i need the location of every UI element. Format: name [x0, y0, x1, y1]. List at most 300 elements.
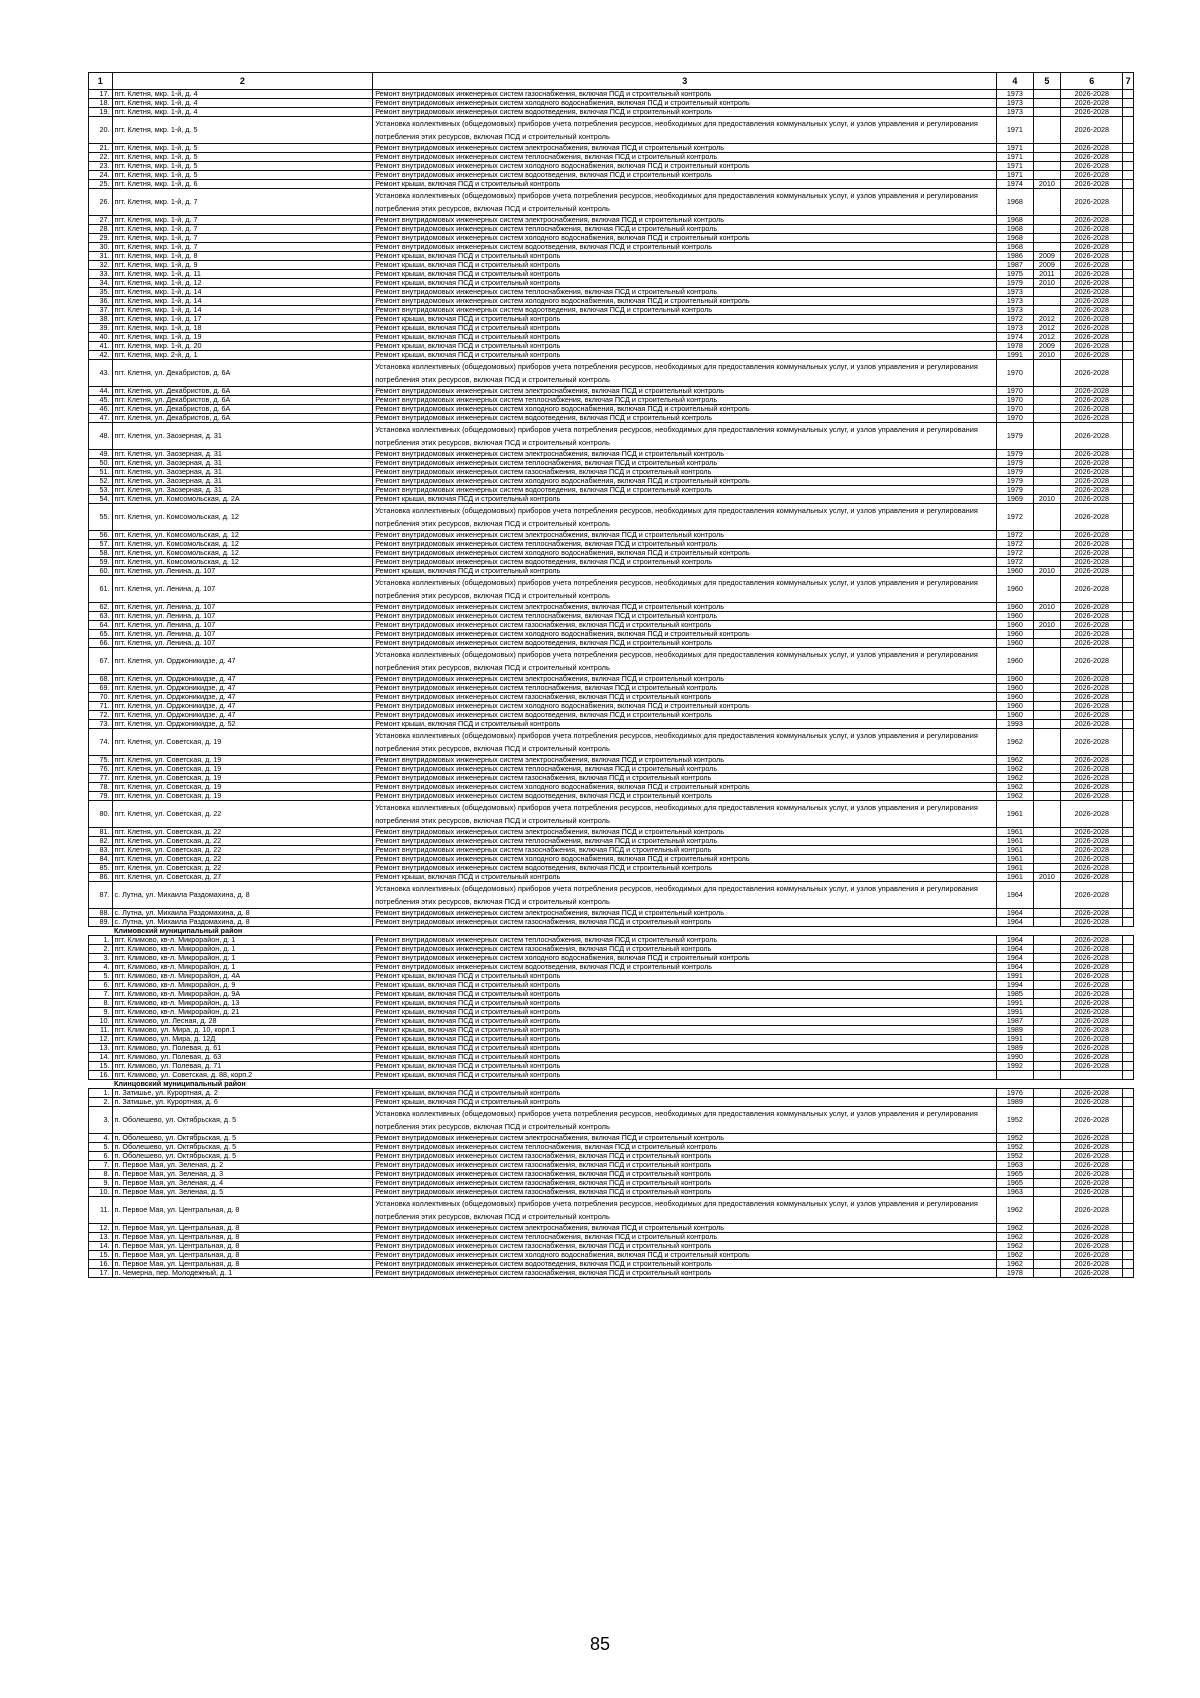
empty-cell	[1123, 486, 1134, 495]
row-number: 20.	[89, 117, 113, 144]
address-cell: пгт. Клетня, ул. Орджоникидзе, д. 47	[112, 702, 373, 711]
last-repair-year-cell	[1033, 1269, 1061, 1278]
empty-cell	[1123, 252, 1134, 261]
last-repair-year-cell: 2009	[1033, 342, 1061, 351]
table-row	[89, 252, 1134, 261]
last-repair-year-cell	[1033, 108, 1061, 117]
address-cell: п. Оболешево, ул. Октябрьская, д. 5	[112, 1143, 373, 1152]
year-built-cell: 1991	[997, 1035, 1033, 1044]
table-row	[89, 162, 1134, 171]
empty-cell	[1123, 675, 1134, 684]
planned-period-cell: 2026-2028	[1061, 783, 1123, 792]
row-number: 65.	[89, 630, 113, 639]
row-number: 15.	[89, 1251, 113, 1260]
year-built-cell: 1961	[997, 846, 1033, 855]
row-number: 22.	[89, 153, 113, 162]
empty-cell	[1123, 153, 1134, 162]
address-cell: п. Первое Мая, ул. Зеленая, д. 2	[112, 1161, 373, 1170]
table-row	[89, 450, 1134, 459]
row-number: 16.	[89, 1071, 113, 1080]
last-repair-year-cell	[1033, 306, 1061, 315]
planned-period-cell: 2026-2028	[1061, 162, 1123, 171]
year-built-cell: 1969	[997, 495, 1033, 504]
last-repair-year-cell	[1033, 918, 1061, 927]
address-cell: пгт. Клетня, ул. Орджоникидзе, д. 47	[112, 684, 373, 693]
address-cell: пгт. Клетня, мкр. 1-й, д. 20	[112, 342, 373, 351]
planned-period-cell: 2026-2028	[1061, 1008, 1123, 1017]
address-cell: пгт. Климово, ул. Полевая, д. 71	[112, 1062, 373, 1071]
work-type-cell: Ремонт внутридомовых инженерных систем теплоснабжения, включая ПСД и строительный контроль	[373, 684, 997, 693]
row-number: 25.	[89, 180, 113, 189]
year-built-cell: 1990	[997, 1053, 1033, 1062]
empty-cell	[1123, 774, 1134, 783]
last-repair-year-cell	[1033, 477, 1061, 486]
year-built-cell: 1964	[997, 945, 1033, 954]
empty-cell	[1123, 117, 1134, 144]
row-number: 88.	[89, 909, 113, 918]
year-built-cell: 1961	[997, 864, 1033, 873]
empty-cell	[1123, 549, 1134, 558]
empty-cell	[1123, 612, 1134, 621]
last-repair-year-cell	[1033, 1143, 1061, 1152]
last-repair-year-cell	[1033, 1107, 1061, 1134]
row-number: 11.	[89, 1197, 113, 1224]
empty-cell	[1123, 279, 1134, 288]
address-cell: пгт. Климово, ул. Полевая, д. 61	[112, 1044, 373, 1053]
work-type-cell: Ремонт крыши, включая ПСД и строительный контроль	[373, 324, 997, 333]
table-row	[89, 423, 1134, 450]
table-row	[89, 477, 1134, 486]
year-built-cell: 1973	[997, 90, 1033, 99]
empty-cell	[1123, 180, 1134, 189]
year-built-cell: 1960	[997, 603, 1033, 612]
row-number: 10.	[89, 1188, 113, 1197]
empty-cell	[1123, 315, 1134, 324]
table-row	[89, 396, 1134, 405]
work-type-cell: Установка коллективных (общедомовых) приборов учета потребления ресурсов, необходимых для предоставления коммунальных услуг, и узлов управления и регулирования потребления этих ресурсов, включая ПСД и строительный контроль	[373, 504, 997, 531]
planned-period-cell: 2026-2028	[1061, 1026, 1123, 1035]
address-cell: пгт. Клетня, ул. Комсомольская, д. 12	[112, 549, 373, 558]
last-repair-year-cell	[1033, 459, 1061, 468]
empty-cell	[1123, 1062, 1134, 1071]
last-repair-year-cell	[1033, 990, 1061, 999]
table-row	[89, 504, 1134, 531]
year-built-cell: 1960	[997, 612, 1033, 621]
table-row	[89, 918, 1134, 927]
last-repair-year-cell	[1033, 360, 1061, 387]
year-built-cell: 1964	[997, 918, 1033, 927]
planned-period-cell: 2026-2028	[1061, 144, 1123, 153]
empty-cell	[1123, 1152, 1134, 1161]
planned-period-cell: 2026-2028	[1061, 1089, 1123, 1098]
address-cell: пгт. Клетня, ул. Заозерная, д. 31	[112, 423, 373, 450]
last-repair-year-cell	[1033, 1098, 1061, 1107]
row-number: 66.	[89, 639, 113, 648]
empty-cell	[1123, 297, 1134, 306]
planned-period-cell: 2026-2028	[1061, 855, 1123, 864]
address-cell: пгт. Клетня, мкр. 1-й, д. 7	[112, 189, 373, 216]
table-row	[89, 225, 1134, 234]
year-built-cell: 1964	[997, 936, 1033, 945]
empty-cell	[1123, 99, 1134, 108]
row-number: 89.	[89, 918, 113, 927]
year-built-cell: 1991	[997, 999, 1033, 1008]
table-row	[89, 756, 1134, 765]
address-cell: пгт. Клетня, мкр. 1-й, д. 5	[112, 144, 373, 153]
table-row	[89, 1197, 1134, 1224]
row-number: 64.	[89, 621, 113, 630]
year-built-cell: 1974	[997, 180, 1033, 189]
year-built-cell: 1962	[997, 1224, 1033, 1233]
planned-period-cell: 2026-2028	[1061, 999, 1123, 1008]
work-type-cell: Ремонт крыши, включая ПСД и строительный контроль	[373, 252, 997, 261]
last-repair-year-cell	[1033, 846, 1061, 855]
empty-cell	[1123, 162, 1134, 171]
row-number: 42.	[89, 351, 113, 360]
planned-period-cell: 2026-2028	[1061, 1197, 1123, 1224]
year-built-cell: 1960	[997, 639, 1033, 648]
table-row	[89, 414, 1134, 423]
row-number: 21.	[89, 144, 113, 153]
row-number: 35.	[89, 288, 113, 297]
work-type-cell: Ремонт внутридомовых инженерных систем водоотведения, включая ПСД и строительный контроль	[373, 963, 997, 972]
year-built-cell: 1962	[997, 729, 1033, 756]
table-row	[89, 1134, 1134, 1143]
last-repair-year-cell	[1033, 576, 1061, 603]
row-number: 72.	[89, 711, 113, 720]
planned-period-cell: 2026-2028	[1061, 936, 1123, 945]
last-repair-year-cell	[1033, 153, 1061, 162]
year-built-cell: 1973	[997, 306, 1033, 315]
work-type-cell: Ремонт крыши, включая ПСД и строительный контроль	[373, 270, 997, 279]
empty-cell	[1123, 729, 1134, 756]
year-built-cell: 1991	[997, 1008, 1033, 1017]
work-type-cell: Ремонт крыши, включая ПСД и строительный контроль	[373, 981, 997, 990]
row-number: 68.	[89, 675, 113, 684]
table-row	[89, 351, 1134, 360]
planned-period-cell: 2026-2028	[1061, 1134, 1123, 1143]
last-repair-year-cell: 2010	[1033, 279, 1061, 288]
work-type-cell: Ремонт крыши, включая ПСД и строительный контроль	[373, 279, 997, 288]
row-number: 56.	[89, 531, 113, 540]
empty-cell	[1123, 801, 1134, 828]
last-repair-year-cell	[1033, 1062, 1061, 1071]
row-number: 1.	[89, 936, 113, 945]
section-title: Клинцовский муниципальный район	[112, 1080, 1134, 1089]
address-cell: пгт. Клетня, ул. Орджоникидзе, д. 47	[112, 675, 373, 684]
empty-cell	[1123, 756, 1134, 765]
row-number: 85.	[89, 864, 113, 873]
work-type-cell: Ремонт крыши, включая ПСД и строительный контроль	[373, 1026, 997, 1035]
year-built-cell: 1989	[997, 1044, 1033, 1053]
year-built-cell: 1978	[997, 1269, 1033, 1278]
planned-period-cell: 2026-2028	[1061, 945, 1123, 954]
planned-period-cell: 2026-2028	[1061, 117, 1123, 144]
work-type-cell: Ремонт внутридомовых инженерных систем газоснабжения, включая ПСД и строительный контроль	[373, 90, 997, 99]
header-cell: 7	[1123, 73, 1134, 90]
last-repair-year-cell	[1033, 882, 1061, 909]
address-cell: пгт. Клетня, мкр. 1-й, д. 7	[112, 234, 373, 243]
year-built-cell: 1960	[997, 630, 1033, 639]
work-type-cell: Ремонт крыши, включая ПСД и строительный контроль	[373, 1071, 997, 1080]
last-repair-year-cell	[1033, 90, 1061, 99]
address-cell: пгт. Климово, кв-л. Микрорайон, д. 21	[112, 1008, 373, 1017]
work-type-cell: Установка коллективных (общедомовых) приборов учета потребления ресурсов, необходимых для предоставления коммунальных услуг, и узлов управления и регулирования потребления этих ресурсов, включая ПСД и строительный контроль	[373, 729, 997, 756]
row-number: 17.	[89, 1269, 113, 1278]
row-number: 29.	[89, 234, 113, 243]
table-row	[89, 531, 1134, 540]
row-number: 50.	[89, 459, 113, 468]
table-row	[89, 270, 1134, 279]
work-type-cell: Установка коллективных (общедомовых) приборов учета потребления ресурсов, необходимых для предоставления коммунальных услуг, и узлов управления и регулирования потребления этих ресурсов, включая ПСД и строительный контроль	[373, 801, 997, 828]
header-cell: 4	[997, 73, 1033, 90]
work-type-cell: Ремонт внутридомовых инженерных систем газоснабжения, включая ПСД и строительный контроль	[373, 468, 997, 477]
year-built-cell: 1987	[997, 1017, 1033, 1026]
table-row	[89, 1242, 1134, 1251]
address-cell: п. Затишье, ул. Курортная, д. 6	[112, 1098, 373, 1107]
planned-period-cell: 2026-2028	[1061, 459, 1123, 468]
work-type-cell: Установка коллективных (общедомовых) приборов учета потребления ресурсов, необходимых для предоставления коммунальных услуг, и узлов управления и регулирования потребления этих ресурсов, включая ПСД и строительный контроль	[373, 360, 997, 387]
work-type-cell: Ремонт внутридомовых инженерных систем электроснабжения, включая ПСД и строительный контроль	[373, 603, 997, 612]
year-built-cell: 1960	[997, 693, 1033, 702]
row-number: 82.	[89, 837, 113, 846]
work-type-cell: Ремонт внутридомовых инженерных систем электроснабжения, включая ПСД и строительный контроль	[373, 1224, 997, 1233]
table-row	[89, 1107, 1134, 1134]
work-type-cell: Ремонт внутридомовых инженерных систем холодного водоснабжения, включая ПСД и строительный контроль	[373, 702, 997, 711]
year-built-cell: 1962	[997, 792, 1033, 801]
planned-period-cell: 2026-2028	[1061, 360, 1123, 387]
work-type-cell: Установка коллективных (общедомовых) приборов учета потребления ресурсов, необходимых для предоставления коммунальных услуг, и узлов управления и регулирования потребления этих ресурсов, включая ПСД и строительный контроль	[373, 1107, 997, 1134]
work-type-cell: Установка коллективных (общедомовых) приборов учета потребления ресурсов, необходимых для предоставления коммунальных услуг, и узлов управления и регулирования потребления этих ресурсов, включая ПСД и строительный контроль	[373, 423, 997, 450]
last-repair-year-cell	[1033, 630, 1061, 639]
planned-period-cell: 2026-2028	[1061, 99, 1123, 108]
planned-period-cell: 2026-2028	[1061, 963, 1123, 972]
work-type-cell: Ремонт внутридомовых инженерных систем водоотведения, включая ПСД и строительный контроль	[373, 1260, 997, 1269]
last-repair-year-cell	[1033, 954, 1061, 963]
address-cell: пгт. Климово, ул. Мира, д. 12Д	[112, 1035, 373, 1044]
empty-cell	[1123, 630, 1134, 639]
work-type-cell: Ремонт внутридомовых инженерных систем теплоснабжения, включая ПСД и строительный контроль	[373, 225, 997, 234]
planned-period-cell: 2026-2028	[1061, 702, 1123, 711]
address-cell: пгт. Клетня, ул. Декабристов, д. 6А	[112, 396, 373, 405]
empty-cell	[1123, 855, 1134, 864]
address-cell: пгт. Климово, кв-л. Микрорайон, д. 13	[112, 999, 373, 1008]
table-row	[89, 261, 1134, 270]
year-built-cell: 1970	[997, 360, 1033, 387]
address-cell: пгт. Клетня, ул. Советская, д. 22	[112, 864, 373, 873]
empty-cell	[1123, 936, 1134, 945]
last-repair-year-cell: 2012	[1033, 324, 1061, 333]
table-row	[89, 945, 1134, 954]
work-type-cell: Ремонт крыши, включая ПСД и строительный контроль	[373, 1044, 997, 1053]
work-type-cell: Установка коллективных (общедомовых) приборов учета потребления ресурсов, необходимых для предоставления коммунальных услуг, и узлов управления и регулирования потребления этих ресурсов, включая ПСД и строительный контроль	[373, 189, 997, 216]
table-row	[89, 1071, 1134, 1080]
planned-period-cell: 2026-2028	[1061, 864, 1123, 873]
work-type-cell: Ремонт крыши, включая ПСД и строительный контроль	[373, 261, 997, 270]
work-type-cell: Ремонт крыши, включая ПСД и строительный контроль	[373, 351, 997, 360]
last-repair-year-cell: 2009	[1033, 252, 1061, 261]
last-repair-year-cell	[1033, 1170, 1061, 1179]
address-cell: пгт. Клетня, ул. Орджоникидзе, д. 47	[112, 711, 373, 720]
empty-cell	[1123, 360, 1134, 387]
row-number: 70.	[89, 693, 113, 702]
planned-period-cell: 2026-2028	[1061, 450, 1123, 459]
row-number: 3.	[89, 1107, 113, 1134]
row-number: 62.	[89, 603, 113, 612]
empty-cell	[1123, 783, 1134, 792]
table-row	[89, 1224, 1134, 1233]
planned-period-cell: 2026-2028	[1061, 792, 1123, 801]
work-type-cell: Ремонт внутридомовых инженерных систем холодного водоснабжения, включая ПСД и строительный контроль	[373, 1251, 997, 1260]
row-number: 44.	[89, 387, 113, 396]
year-built-cell: 1970	[997, 387, 1033, 396]
work-type-cell: Установка коллективных (общедомовых) приборов учета потребления ресурсов, необходимых для предоставления коммунальных услуг, и узлов управления и регулирования потребления этих ресурсов, включая ПСД и строительный контроль	[373, 117, 997, 144]
table-row	[89, 1269, 1134, 1278]
year-built-cell: 1973	[997, 324, 1033, 333]
repair-schedule-table	[88, 72, 1134, 1278]
work-type-cell: Ремонт внутридомовых инженерных систем газоснабжения, включая ПСД и строительный контроль	[373, 1188, 997, 1197]
work-type-cell: Ремонт внутридомовых инженерных систем холодного водоснабжения, включая ПСД и строительный контроль	[373, 855, 997, 864]
planned-period-cell: 2026-2028	[1061, 1161, 1123, 1170]
work-type-cell: Ремонт крыши, включая ПСД и строительный контроль	[373, 1098, 997, 1107]
last-repair-year-cell	[1033, 936, 1061, 945]
planned-period-cell: 2026-2028	[1061, 558, 1123, 567]
planned-period-cell: 2026-2028	[1061, 1035, 1123, 1044]
address-cell: с. Лутна, ул. Михаила Раздомахина, д. 8	[112, 909, 373, 918]
planned-period-cell: 2026-2028	[1061, 1224, 1123, 1233]
work-type-cell: Ремонт крыши, включая ПСД и строительный контроль	[373, 1062, 997, 1071]
table-row	[89, 171, 1134, 180]
last-repair-year-cell	[1033, 945, 1061, 954]
header-cell: 6	[1061, 73, 1123, 90]
address-cell: пгт. Клетня, ул. Комсомольская, д. 12	[112, 504, 373, 531]
address-cell: пгт. Клетня, ул. Комсомольская, д. 12	[112, 540, 373, 549]
row-number: 32.	[89, 261, 113, 270]
planned-period-cell: 2026-2028	[1061, 540, 1123, 549]
planned-period-cell: 2026-2028	[1061, 486, 1123, 495]
row-number: 60.	[89, 567, 113, 576]
year-built-cell: 1960	[997, 675, 1033, 684]
empty-cell	[1123, 324, 1134, 333]
address-cell: пгт. Климово, кв-л. Микрорайон, д. 9	[112, 981, 373, 990]
work-type-cell: Ремонт внутридомовых инженерных систем холодного водоснабжения, включая ПСД и строительный контроль	[373, 405, 997, 414]
row-number: 1.	[89, 1089, 113, 1098]
address-cell: пгт. Клетня, ул. Комсомольская, д. 12	[112, 531, 373, 540]
year-built-cell: 1973	[997, 297, 1033, 306]
address-cell: пгт. Клетня, ул. Орджоникидзе, д. 47	[112, 648, 373, 675]
table-row	[89, 729, 1134, 756]
row-number: 12.	[89, 1224, 113, 1233]
year-built-cell: 1989	[997, 1098, 1033, 1107]
address-cell: пгт. Клетня, ул. Заозерная, д. 31	[112, 468, 373, 477]
year-built-cell: 1962	[997, 1251, 1033, 1260]
address-cell: пгт. Клетня, ул. Заозерная, д. 31	[112, 477, 373, 486]
planned-period-cell: 2026-2028	[1061, 225, 1123, 234]
row-number: 87.	[89, 882, 113, 909]
last-repair-year-cell	[1033, 1224, 1061, 1233]
planned-period-cell: 2026-2028	[1061, 1107, 1123, 1134]
last-repair-year-cell	[1033, 1053, 1061, 1062]
section-row	[89, 1080, 1134, 1089]
year-built-cell: 1961	[997, 828, 1033, 837]
empty-cell	[1123, 918, 1134, 927]
last-repair-year-cell	[1033, 558, 1061, 567]
year-built-cell: 1961	[997, 801, 1033, 828]
last-repair-year-cell: 2010	[1033, 180, 1061, 189]
year-built-cell: 1968	[997, 243, 1033, 252]
table-row	[89, 558, 1134, 567]
work-type-cell: Ремонт внутридомовых инженерных систем газоснабжения, включая ПСД и строительный контроль	[373, 693, 997, 702]
planned-period-cell: 2026-2028	[1061, 603, 1123, 612]
row-number: 39.	[89, 324, 113, 333]
empty-cell	[1123, 1242, 1134, 1251]
address-cell: п. Первое Мая, ул. Зеленая, д. 3	[112, 1170, 373, 1179]
address-cell: п. Первое Мая, ул. Зеленая, д. 4	[112, 1179, 373, 1188]
address-cell: пгт. Клетня, ул. Советская, д. 22	[112, 846, 373, 855]
last-repair-year-cell	[1033, 756, 1061, 765]
address-cell: пгт. Клетня, ул. Заозерная, д. 31	[112, 450, 373, 459]
empty-cell	[1123, 1017, 1134, 1026]
address-cell: пгт. Клетня, мкр. 1-й, д. 8	[112, 252, 373, 261]
address-cell: пгт. Климово, ул. Мира, д. 10, корп.1	[112, 1026, 373, 1035]
address-cell: пгт. Клетня, мкр. 1-й, д. 14	[112, 306, 373, 315]
work-type-cell: Ремонт внутридомовых инженерных систем водоотведения, включая ПСД и строительный контроль	[373, 414, 997, 423]
row-number: 9.	[89, 1179, 113, 1188]
planned-period-cell: 2026-2028	[1061, 1188, 1123, 1197]
work-type-cell: Ремонт внутридомовых инженерных систем электроснабжения, включая ПСД и строительный контроль	[373, 675, 997, 684]
row-number: 9.	[89, 1008, 113, 1017]
empty-cell	[1123, 333, 1134, 342]
address-cell: пгт. Клетня, мкр. 1-й, д. 7	[112, 243, 373, 252]
last-repair-year-cell	[1033, 1179, 1061, 1188]
year-built-cell: 1961	[997, 855, 1033, 864]
year-built-cell: 1972	[997, 558, 1033, 567]
row-number: 43.	[89, 360, 113, 387]
work-type-cell: Ремонт внутридомовых инженерных систем теплоснабжения, включая ПСД и строительный контроль	[373, 936, 997, 945]
planned-period-cell: 2026-2028	[1061, 306, 1123, 315]
last-repair-year-cell	[1033, 693, 1061, 702]
year-built-cell: 1962	[997, 1242, 1033, 1251]
empty-cell	[1123, 648, 1134, 675]
row-number: 78.	[89, 783, 113, 792]
table-row	[89, 720, 1134, 729]
year-built-cell: 1962	[997, 774, 1033, 783]
year-built-cell: 1952	[997, 1134, 1033, 1143]
empty-cell	[1123, 243, 1134, 252]
work-type-cell: Ремонт внутридомовых инженерных систем холодного водоснабжения, включая ПСД и строительный контроль	[373, 99, 997, 108]
year-built-cell: 1992	[997, 1062, 1033, 1071]
address-cell: п. Первое Мая, ул. Центральная, д. 8	[112, 1260, 373, 1269]
row-number: 14.	[89, 1242, 113, 1251]
last-repair-year-cell	[1033, 1233, 1061, 1242]
empty-cell	[1123, 558, 1134, 567]
empty-cell	[1123, 684, 1134, 693]
planned-period-cell: 2026-2028	[1061, 693, 1123, 702]
year-built-cell: 1978	[997, 342, 1033, 351]
last-repair-year-cell	[1033, 1134, 1061, 1143]
row-number: 58.	[89, 549, 113, 558]
table-row	[89, 783, 1134, 792]
row-number: 30.	[89, 243, 113, 252]
planned-period-cell: 2026-2028	[1061, 396, 1123, 405]
year-built-cell: 1979	[997, 423, 1033, 450]
planned-period-cell: 2026-2028	[1061, 387, 1123, 396]
row-number: 51.	[89, 468, 113, 477]
work-type-cell: Ремонт внутридомовых инженерных систем газоснабжения, включая ПСД и строительный контроль	[373, 1152, 997, 1161]
planned-period-cell: 2026-2028	[1061, 675, 1123, 684]
empty-cell	[1123, 1044, 1134, 1053]
row-number: 69.	[89, 684, 113, 693]
